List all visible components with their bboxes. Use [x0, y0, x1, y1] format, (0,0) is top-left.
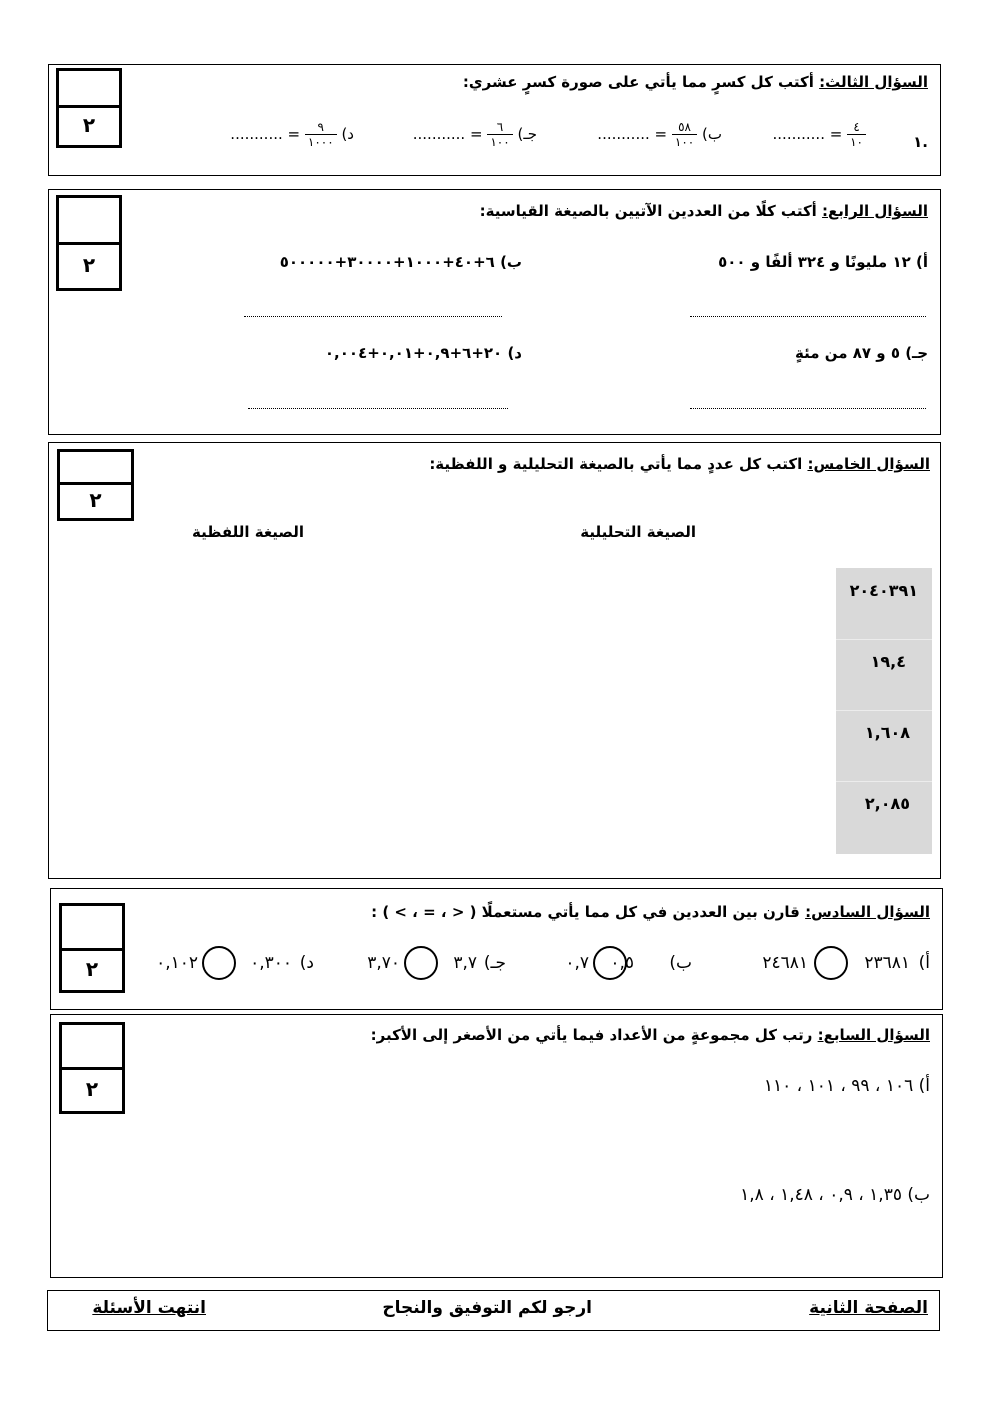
q7-item-a: أ) ١٠٦ ، ٩٩ ، ١٠١ ، ١١٠ [763, 1076, 930, 1096]
q5-header [429, 455, 930, 473]
q4-c-answer-line[interactable] [690, 408, 926, 409]
q6-title: السؤال السادس: [805, 903, 930, 921]
q3-instruction: أكتب كل كسرٍ مما يأتي على صورة كسرٍ عشري: [462, 73, 814, 91]
q6-d-compare-circle[interactable] [202, 946, 236, 980]
q3-item-b [597, 120, 722, 149]
footer-end-label: انتهت الأسئلة [92, 1298, 206, 1318]
q6-b-label: ب) [669, 953, 692, 973]
q3-item-a [773, 120, 866, 149]
q6-a-left: ٢٣٦٨١ [864, 953, 910, 973]
footer-page-label: الصفحة الثانية [809, 1298, 928, 1318]
q3-b-equals: = [654, 125, 668, 143]
q3-c-fraction: $\frac{٦}{١٠٠}$ [487, 120, 512, 149]
q5-number-4: ٢,٠٨٥ [864, 794, 910, 813]
q4-score-box [56, 195, 122, 291]
q4-b-label: ب) [500, 253, 522, 271]
q6-instruction: قارن بين العددين في كل مما يأتي مستعملًا ( < ، = ، > ) : [371, 903, 800, 921]
q7-instruction: رتب كل مجموعةٍ من الأعداد فيما يأتي من الأصغر إلى الأكبر: [370, 1026, 813, 1044]
q6-a-compare-circle[interactable] [814, 946, 848, 980]
q7-header [371, 1026, 930, 1044]
q6-d-right: ٠,١٠٢ [156, 953, 198, 973]
q7-item-b: ب) ١,٣٥ ، ٠,٩ ، ١,٤٨ ، ١,٨ [740, 1185, 930, 1205]
q3-c-blank[interactable]: ........... [412, 125, 466, 143]
q3-a-equals: = [829, 125, 843, 143]
q5-score: ٢ [89, 488, 102, 512]
q6-d-label: د) [299, 953, 314, 973]
q3-d-equals: = [287, 125, 301, 143]
question-5-box [48, 442, 941, 879]
q5-title: السؤال الخامس: [807, 455, 930, 473]
q6-d-left: ٠,٣٠٠ [250, 953, 292, 973]
q4-d-label: د) [507, 344, 522, 362]
q3-d-label: د) [341, 125, 354, 143]
q5-col-verbal: الصيغة اللفظية [192, 523, 304, 541]
q7-score: ٢ [85, 1077, 99, 1101]
q6-header [371, 903, 930, 921]
q6-score-box [59, 903, 125, 993]
q3-header [463, 73, 928, 91]
q3-a-fraction: $\frac{٤}{١٠}$ [847, 120, 866, 149]
q4-b-answer-line[interactable] [244, 316, 502, 317]
q4-item-b [280, 253, 522, 271]
q3-d-fraction: $\frac{٩}{١٠٠٠}$ [305, 120, 337, 149]
q6-a-right: ٢٤٦٨١ [762, 953, 808, 973]
q3-title: السؤال الثالث: [819, 73, 928, 91]
q5-number-2: ١٩,٤ [870, 652, 906, 671]
q3-item-d [230, 120, 354, 149]
question-4-box [48, 189, 941, 435]
q5-number-3: ١,٦٠٨ [864, 723, 910, 742]
q6-c-label: جـ) [483, 953, 506, 973]
q6-b-right: ٠,٧ [565, 953, 589, 973]
question-7-box [50, 1014, 943, 1278]
q6-b-left: ٠,٥ [610, 953, 634, 973]
q6-c-compare-circle[interactable] [404, 946, 438, 980]
q4-instruction: أكتب كلًا من العددين الآتيين بالصيغة القياسية: [479, 202, 817, 220]
footer-wish: ارجو لكم التوفيق والنجاح [382, 1298, 592, 1318]
q6-c-left: ٣,٧ [453, 953, 477, 973]
q5-col-analytic: الصيغة التحليلية [580, 523, 696, 541]
q4-b-expression: ٦+٤٠+١٠٠٠+٣٠٠٠٠+٥٠٠٠٠٠ [279, 253, 495, 271]
q5-number-1: ٢٠٤٠٣٩١ [849, 581, 918, 600]
q7-score-box [59, 1022, 125, 1114]
q3-score-box [56, 68, 122, 148]
q3-d-blank[interactable]: ........... [230, 125, 283, 143]
q4-d-expression: ٢٠+٦+٠,٩+٠,٠١+٠,٠٠٤ [324, 344, 503, 362]
q5-instruction: اكتب كل عددٍ مما يأتي بالصيغة التحليلية و اللفظية: [429, 455, 803, 473]
q3-b-fraction: $\frac{٥٨}{١٠٠}$ [672, 120, 697, 149]
q5-score-box [57, 449, 134, 521]
q4-d-answer-line[interactable] [248, 408, 508, 409]
q3-b-blank[interactable]: ........... [597, 125, 650, 143]
q4-score: ٢ [82, 253, 96, 277]
q4-item-c: جـ) ٥ و ٨٧ من مئةٍ [794, 344, 928, 362]
q4-item-a: أ) ١٢ مليونًا و ٣٢٤ ألفًا و ٥٠٠ [718, 253, 928, 271]
q3-item-c [413, 120, 537, 149]
q3-a-blank[interactable]: ........... [772, 125, 825, 143]
q3-b-label: ب) [702, 125, 722, 143]
q4-item-d [325, 344, 522, 362]
q4-a-answer-line[interactable] [690, 316, 926, 317]
q3-c-label: جـ) [517, 125, 537, 143]
q6-a-label: أ) [918, 953, 930, 973]
q3-score: ٢ [82, 113, 96, 137]
q6-b-compare-circle[interactable] [593, 946, 627, 980]
q4-title: السؤال الرابع: [822, 202, 928, 220]
q3-number: .١ [913, 133, 928, 151]
q6-score: ٢ [85, 957, 99, 981]
q6-c-right: ٣,٧٠ [367, 953, 400, 973]
q4-header [480, 202, 928, 220]
q7-title: السؤال السابع: [817, 1026, 930, 1044]
q3-c-equals: = [469, 125, 483, 143]
